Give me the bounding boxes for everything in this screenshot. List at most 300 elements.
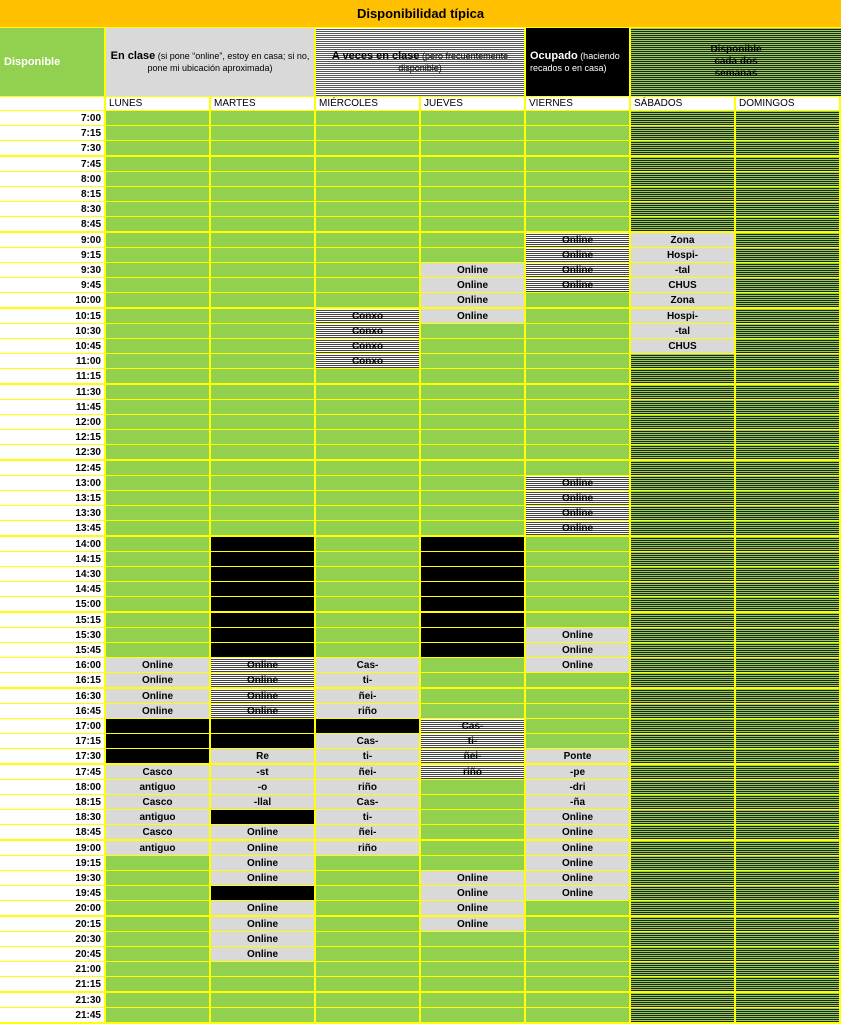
slot-cell[interactable]	[106, 552, 209, 566]
slot-cell[interactable]	[106, 947, 209, 961]
slot-cell[interactable]	[736, 947, 839, 961]
slot-cell[interactable]	[631, 309, 734, 323]
slot-cell[interactable]	[631, 977, 734, 991]
slot-cell[interactable]	[106, 597, 209, 611]
slot-cell[interactable]	[106, 445, 209, 459]
slot-cell[interactable]	[211, 141, 314, 155]
slot-cell[interactable]	[106, 658, 209, 672]
slot-cell[interactable]	[631, 248, 734, 262]
slot-cell[interactable]	[526, 917, 629, 931]
slot-cell[interactable]	[736, 825, 839, 839]
slot-cell[interactable]	[316, 810, 419, 824]
slot-cell[interactable]	[106, 415, 209, 429]
slot-cell[interactable]	[421, 841, 524, 855]
slot-cell[interactable]	[316, 506, 419, 520]
slot-cell[interactable]	[526, 825, 629, 839]
slot-cell[interactable]	[736, 263, 839, 277]
slot-cell[interactable]	[211, 871, 314, 885]
slot-cell[interactable]	[421, 901, 524, 915]
slot-cell[interactable]	[106, 932, 209, 946]
slot-cell[interactable]	[106, 202, 209, 216]
slot-cell[interactable]	[211, 901, 314, 915]
slot-cell[interactable]	[106, 157, 209, 171]
slot-cell[interactable]	[526, 415, 629, 429]
slot-cell[interactable]	[526, 901, 629, 915]
slot-cell[interactable]	[211, 765, 314, 779]
slot-cell[interactable]	[631, 445, 734, 459]
slot-cell[interactable]	[631, 476, 734, 490]
slot-cell[interactable]	[106, 719, 209, 733]
slot-cell[interactable]	[106, 567, 209, 581]
slot-cell[interactable]	[421, 248, 524, 262]
slot-cell[interactable]	[106, 582, 209, 596]
slot-cell[interactable]	[106, 430, 209, 444]
slot-cell[interactable]	[316, 856, 419, 870]
slot-cell[interactable]	[526, 309, 629, 323]
slot-cell[interactable]	[631, 521, 734, 535]
slot-cell[interactable]	[316, 734, 419, 748]
slot-cell[interactable]	[631, 461, 734, 475]
slot-cell[interactable]	[631, 217, 734, 231]
slot-cell[interactable]	[106, 993, 209, 1007]
slot-cell[interactable]	[211, 597, 314, 611]
slot-cell[interactable]	[316, 369, 419, 383]
slot-cell[interactable]	[631, 689, 734, 703]
slot-cell[interactable]	[421, 673, 524, 687]
slot-cell[interactable]	[106, 734, 209, 748]
slot-cell[interactable]	[631, 673, 734, 687]
slot-cell[interactable]	[526, 385, 629, 399]
slot-cell[interactable]	[526, 765, 629, 779]
slot-cell[interactable]	[736, 111, 839, 125]
slot-cell[interactable]	[211, 172, 314, 186]
slot-cell[interactable]	[316, 278, 419, 292]
slot-cell[interactable]	[421, 765, 524, 779]
slot-cell[interactable]	[211, 445, 314, 459]
slot-cell[interactable]	[631, 324, 734, 338]
slot-cell[interactable]	[526, 810, 629, 824]
slot-cell[interactable]	[106, 491, 209, 505]
slot-cell[interactable]	[526, 202, 629, 216]
slot-cell[interactable]	[526, 537, 629, 551]
slot-cell[interactable]	[631, 400, 734, 414]
slot-cell[interactable]	[631, 126, 734, 140]
slot-cell[interactable]	[106, 901, 209, 915]
slot-cell[interactable]	[316, 248, 419, 262]
slot-cell[interactable]	[316, 521, 419, 535]
slot-cell[interactable]	[736, 278, 839, 292]
slot-cell[interactable]	[421, 962, 524, 976]
slot-cell[interactable]	[421, 233, 524, 247]
slot-cell[interactable]	[526, 841, 629, 855]
slot-cell[interactable]	[526, 157, 629, 171]
slot-cell[interactable]	[631, 658, 734, 672]
slot-cell[interactable]	[736, 1008, 839, 1022]
slot-cell[interactable]	[736, 339, 839, 353]
slot-cell[interactable]	[316, 324, 419, 338]
slot-cell[interactable]	[211, 552, 314, 566]
slot-cell[interactable]	[736, 491, 839, 505]
slot-cell[interactable]	[631, 613, 734, 627]
slot-cell[interactable]	[631, 704, 734, 718]
slot-cell[interactable]	[526, 871, 629, 885]
slot-cell[interactable]	[211, 263, 314, 277]
slot-cell[interactable]	[211, 461, 314, 475]
slot-cell[interactable]	[211, 993, 314, 1007]
slot-cell[interactable]	[631, 643, 734, 657]
slot-cell[interactable]	[736, 415, 839, 429]
slot-cell[interactable]	[106, 521, 209, 535]
slot-cell[interactable]	[106, 339, 209, 353]
slot-cell[interactable]	[631, 233, 734, 247]
slot-cell[interactable]	[421, 309, 524, 323]
slot-cell[interactable]	[526, 552, 629, 566]
slot-cell[interactable]	[211, 704, 314, 718]
slot-cell[interactable]	[526, 658, 629, 672]
slot-cell[interactable]	[526, 491, 629, 505]
slot-cell[interactable]	[316, 825, 419, 839]
slot-cell[interactable]	[211, 734, 314, 748]
slot-cell[interactable]	[421, 339, 524, 353]
slot-cell[interactable]	[631, 1008, 734, 1022]
slot-cell[interactable]	[211, 977, 314, 991]
slot-cell[interactable]	[106, 506, 209, 520]
slot-cell[interactable]	[106, 278, 209, 292]
slot-cell[interactable]	[316, 719, 419, 733]
slot-cell[interactable]	[106, 841, 209, 855]
slot-cell[interactable]	[526, 977, 629, 991]
slot-cell[interactable]	[211, 369, 314, 383]
slot-cell[interactable]	[316, 947, 419, 961]
slot-cell[interactable]	[736, 309, 839, 323]
slot-cell[interactable]	[631, 385, 734, 399]
slot-cell[interactable]	[316, 704, 419, 718]
slot-cell[interactable]	[526, 339, 629, 353]
slot-cell[interactable]	[211, 248, 314, 262]
slot-cell[interactable]	[736, 248, 839, 262]
slot-cell[interactable]	[106, 780, 209, 794]
slot-cell[interactable]	[421, 202, 524, 216]
slot-cell[interactable]	[316, 962, 419, 976]
slot-cell[interactable]	[421, 461, 524, 475]
slot-cell[interactable]	[736, 780, 839, 794]
slot-cell[interactable]	[106, 324, 209, 338]
slot-cell[interactable]	[421, 628, 524, 642]
slot-cell[interactable]	[526, 734, 629, 748]
slot-cell[interactable]	[631, 293, 734, 307]
slot-cell[interactable]	[106, 141, 209, 155]
slot-cell[interactable]	[316, 415, 419, 429]
slot-cell[interactable]	[316, 886, 419, 900]
slot-cell[interactable]	[106, 400, 209, 414]
slot-cell[interactable]	[106, 628, 209, 642]
slot-cell[interactable]	[631, 749, 734, 763]
slot-cell[interactable]	[631, 415, 734, 429]
slot-cell[interactable]	[736, 202, 839, 216]
slot-cell[interactable]	[526, 673, 629, 687]
slot-cell[interactable]	[526, 795, 629, 809]
slot-cell[interactable]	[316, 658, 419, 672]
slot-cell[interactable]	[316, 141, 419, 155]
slot-cell[interactable]	[526, 521, 629, 535]
slot-cell[interactable]	[631, 278, 734, 292]
slot-cell[interactable]	[736, 704, 839, 718]
slot-cell[interactable]	[736, 901, 839, 915]
slot-cell[interactable]	[526, 369, 629, 383]
slot-cell[interactable]	[421, 491, 524, 505]
slot-cell[interactable]	[106, 354, 209, 368]
slot-cell[interactable]	[211, 324, 314, 338]
slot-cell[interactable]	[106, 765, 209, 779]
slot-cell[interactable]	[631, 263, 734, 277]
slot-cell[interactable]	[211, 187, 314, 201]
slot-cell[interactable]	[421, 506, 524, 520]
slot-cell[interactable]	[631, 825, 734, 839]
slot-cell[interactable]	[421, 400, 524, 414]
slot-cell[interactable]	[526, 172, 629, 186]
slot-cell[interactable]	[631, 719, 734, 733]
slot-cell[interactable]	[211, 582, 314, 596]
slot-cell[interactable]	[631, 886, 734, 900]
slot-cell[interactable]	[211, 689, 314, 703]
slot-cell[interactable]	[736, 172, 839, 186]
slot-cell[interactable]	[316, 491, 419, 505]
slot-cell[interactable]	[736, 506, 839, 520]
slot-cell[interactable]	[736, 537, 839, 551]
slot-cell[interactable]	[211, 293, 314, 307]
slot-cell[interactable]	[211, 491, 314, 505]
slot-cell[interactable]	[421, 567, 524, 581]
slot-cell[interactable]	[631, 552, 734, 566]
slot-cell[interactable]	[106, 1008, 209, 1022]
slot-cell[interactable]	[106, 263, 209, 277]
slot-cell[interactable]	[526, 719, 629, 733]
slot-cell[interactable]	[736, 445, 839, 459]
slot-cell[interactable]	[106, 749, 209, 763]
slot-cell[interactable]	[316, 461, 419, 475]
slot-cell[interactable]	[106, 537, 209, 551]
slot-cell[interactable]	[421, 856, 524, 870]
slot-cell[interactable]	[316, 871, 419, 885]
slot-cell[interactable]	[316, 339, 419, 353]
slot-cell[interactable]	[421, 780, 524, 794]
slot-cell[interactable]	[106, 369, 209, 383]
slot-cell[interactable]	[526, 886, 629, 900]
slot-cell[interactable]	[316, 689, 419, 703]
slot-cell[interactable]	[421, 613, 524, 627]
slot-cell[interactable]	[211, 886, 314, 900]
slot-cell[interactable]	[421, 385, 524, 399]
slot-cell[interactable]	[421, 293, 524, 307]
slot-cell[interactable]	[211, 354, 314, 368]
slot-cell[interactable]	[736, 613, 839, 627]
slot-cell[interactable]	[316, 217, 419, 231]
slot-cell[interactable]	[421, 157, 524, 171]
slot-cell[interactable]	[106, 233, 209, 247]
slot-cell[interactable]	[421, 658, 524, 672]
slot-cell[interactable]	[106, 643, 209, 657]
slot-cell[interactable]	[106, 293, 209, 307]
slot-cell[interactable]	[736, 324, 839, 338]
slot-cell[interactable]	[211, 673, 314, 687]
slot-cell[interactable]	[631, 506, 734, 520]
slot-cell[interactable]	[421, 704, 524, 718]
slot-cell[interactable]	[316, 795, 419, 809]
slot-cell[interactable]	[316, 157, 419, 171]
slot-cell[interactable]	[421, 263, 524, 277]
slot-cell[interactable]	[421, 445, 524, 459]
slot-cell[interactable]	[631, 567, 734, 581]
slot-cell[interactable]	[526, 962, 629, 976]
slot-cell[interactable]	[421, 582, 524, 596]
slot-cell[interactable]	[526, 430, 629, 444]
slot-cell[interactable]	[421, 749, 524, 763]
slot-cell[interactable]	[106, 795, 209, 809]
slot-cell[interactable]	[316, 977, 419, 991]
slot-cell[interactable]	[421, 947, 524, 961]
slot-cell[interactable]	[316, 932, 419, 946]
slot-cell[interactable]	[631, 491, 734, 505]
slot-cell[interactable]	[631, 901, 734, 915]
slot-cell[interactable]	[631, 734, 734, 748]
slot-cell[interactable]	[211, 613, 314, 627]
slot-cell[interactable]	[211, 810, 314, 824]
slot-cell[interactable]	[106, 461, 209, 475]
slot-cell[interactable]	[736, 141, 839, 155]
slot-cell[interactable]	[421, 795, 524, 809]
slot-cell[interactable]	[631, 810, 734, 824]
slot-cell[interactable]	[631, 369, 734, 383]
slot-cell[interactable]	[106, 886, 209, 900]
slot-cell[interactable]	[211, 126, 314, 140]
slot-cell[interactable]	[421, 430, 524, 444]
slot-cell[interactable]	[526, 628, 629, 642]
slot-cell[interactable]	[736, 400, 839, 414]
slot-cell[interactable]	[526, 461, 629, 475]
slot-cell[interactable]	[736, 293, 839, 307]
slot-cell[interactable]	[526, 749, 629, 763]
slot-cell[interactable]	[736, 430, 839, 444]
slot-cell[interactable]	[106, 689, 209, 703]
slot-cell[interactable]	[211, 567, 314, 581]
slot-cell[interactable]	[526, 445, 629, 459]
slot-cell[interactable]	[316, 293, 419, 307]
slot-cell[interactable]	[421, 278, 524, 292]
slot-cell[interactable]	[421, 476, 524, 490]
slot-cell[interactable]	[421, 172, 524, 186]
slot-cell[interactable]	[316, 445, 419, 459]
slot-cell[interactable]	[736, 871, 839, 885]
slot-cell[interactable]	[631, 947, 734, 961]
slot-cell[interactable]	[631, 628, 734, 642]
slot-cell[interactable]	[211, 719, 314, 733]
slot-cell[interactable]	[736, 217, 839, 231]
slot-cell[interactable]	[421, 932, 524, 946]
slot-cell[interactable]	[526, 141, 629, 155]
slot-cell[interactable]	[631, 187, 734, 201]
slot-cell[interactable]	[421, 977, 524, 991]
slot-cell[interactable]	[316, 673, 419, 687]
slot-cell[interactable]	[631, 932, 734, 946]
slot-cell[interactable]	[106, 825, 209, 839]
slot-cell[interactable]	[631, 856, 734, 870]
slot-cell[interactable]	[631, 795, 734, 809]
slot-cell[interactable]	[211, 278, 314, 292]
slot-cell[interactable]	[316, 354, 419, 368]
slot-cell[interactable]	[211, 658, 314, 672]
slot-cell[interactable]	[316, 917, 419, 931]
slot-cell[interactable]	[211, 643, 314, 657]
slot-cell[interactable]	[736, 810, 839, 824]
slot-cell[interactable]	[106, 613, 209, 627]
slot-cell[interactable]	[106, 476, 209, 490]
slot-cell[interactable]	[316, 126, 419, 140]
slot-cell[interactable]	[736, 461, 839, 475]
slot-cell[interactable]	[211, 537, 314, 551]
slot-cell[interactable]	[631, 780, 734, 794]
slot-cell[interactable]	[316, 582, 419, 596]
slot-cell[interactable]	[631, 917, 734, 931]
slot-cell[interactable]	[526, 506, 629, 520]
slot-cell[interactable]	[736, 643, 839, 657]
slot-cell[interactable]	[316, 765, 419, 779]
slot-cell[interactable]	[421, 810, 524, 824]
slot-cell[interactable]	[316, 749, 419, 763]
slot-cell[interactable]	[421, 187, 524, 201]
slot-cell[interactable]	[421, 917, 524, 931]
slot-cell[interactable]	[106, 977, 209, 991]
slot-cell[interactable]	[736, 917, 839, 931]
slot-cell[interactable]	[631, 582, 734, 596]
slot-cell[interactable]	[421, 597, 524, 611]
slot-cell[interactable]	[526, 704, 629, 718]
slot-cell[interactable]	[316, 263, 419, 277]
slot-cell[interactable]	[736, 749, 839, 763]
slot-cell[interactable]	[211, 111, 314, 125]
slot-cell[interactable]	[526, 932, 629, 946]
slot-cell[interactable]	[526, 278, 629, 292]
slot-cell[interactable]	[106, 111, 209, 125]
slot-cell[interactable]	[421, 141, 524, 155]
slot-cell[interactable]	[421, 537, 524, 551]
slot-cell[interactable]	[211, 749, 314, 763]
slot-cell[interactable]	[421, 993, 524, 1007]
slot-cell[interactable]	[631, 537, 734, 551]
slot-cell[interactable]	[211, 795, 314, 809]
slot-cell[interactable]	[106, 673, 209, 687]
slot-cell[interactable]	[421, 734, 524, 748]
slot-cell[interactable]	[106, 810, 209, 824]
slot-cell[interactable]	[316, 780, 419, 794]
slot-cell[interactable]	[736, 689, 839, 703]
slot-cell[interactable]	[211, 476, 314, 490]
slot-cell[interactable]	[211, 217, 314, 231]
slot-cell[interactable]	[526, 597, 629, 611]
slot-cell[interactable]	[631, 871, 734, 885]
slot-cell[interactable]	[421, 871, 524, 885]
slot-cell[interactable]	[211, 309, 314, 323]
slot-cell[interactable]	[526, 947, 629, 961]
slot-cell[interactable]	[211, 1008, 314, 1022]
slot-cell[interactable]	[211, 233, 314, 247]
slot-cell[interactable]	[736, 521, 839, 535]
slot-cell[interactable]	[526, 400, 629, 414]
slot-cell[interactable]	[421, 521, 524, 535]
slot-cell[interactable]	[736, 385, 839, 399]
slot-cell[interactable]	[106, 856, 209, 870]
slot-cell[interactable]	[211, 856, 314, 870]
slot-cell[interactable]	[736, 795, 839, 809]
